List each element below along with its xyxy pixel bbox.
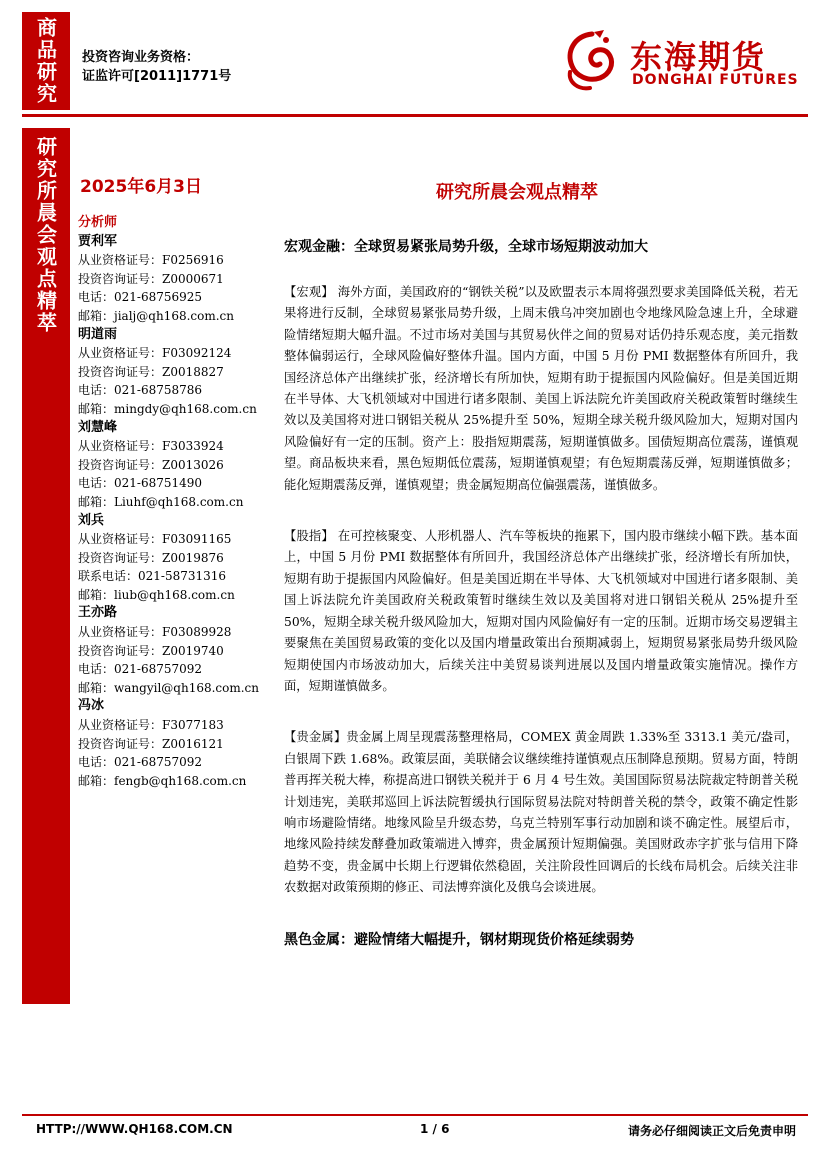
analyst-license: 从业资格证号：F3033924	[78, 439, 224, 454]
side-banner	[22, 128, 70, 1004]
footer-divider	[22, 1114, 808, 1116]
analyst-name: 刘慧峰	[78, 419, 118, 435]
precious-metals-paragraph: 【贵金属】贵金属上周呈现震荡整理格局，COMEX 黄金周跌 1.33%至 3313.1 美元/盎司，白银周下跌 1.68%。政策层面，美联储会议继续维持谨慎观点压制降息预期。贸易方面，特朗普再挥关税大棒，称提高进口钢铁关税并于 6 月 4 号生效。美国国际贸易法院裁定特朗普关税计划违宪，美联邦巡回上诉法院暂缓执行国际贸易法院对特朗普关税的禁令，政策不确定性影响市场避险情绪。地缘风险呈升级态势，乌克兰特别军事行动加剧和谈不确定性。展望后市，地缘风险持续发酵叠加政策端进入博弈，贵金属预计短期偏强。美国财政赤字扩张与信用下降趋势不变，贵金属中长期上行逻辑依然稳固，关注阶段性回调后的长线布局机会。后续关注非农数据对政策预期的修正、司法博弈演化及俄乌会谈进展。	[284, 730, 798, 895]
analyst-email[interactable]: 邮箱：liub@qh168.com.cn	[78, 587, 235, 602]
analyst-phone: 联系电话：021-58731316	[78, 569, 227, 584]
analyst-entry	[78, 512, 278, 605]
macro-paragraph: 【宏观】 海外方面，美国政府的“钢铁关税”以及欧盟表示本周将强烈要求美国降低关税，若无果将进行反制，全球贸易紧张局势升级，上周末俄乌冲突加剧也令地缘风险急速上升，全球避险情绪短期大幅升温。不过市场对美国与其贸易伙伴之间的贸易对话仍持乐观态度，美元指数整体偏弱运行，全球风险偏好整体升温。国内方面，中国 5 月份 PMI 数据整体有所回升，我国经济总体产出继续扩张，经济增长有所加快，短期有助于提振国内风险偏好。但是美国近期在半导体、大飞机领域对中国进行诸多限制、美国上诉法院允许美国政府关税政策暂时继续生效以及美国将对进口钢铝关税从 25%提升至 50%，短期全球关税升级风险加大，短期对国内风险偏好有一定的压制。资产上：股指短期震荡，短期谨慎做多。国债短期高位震荡，谨慎观望。商品板块来看，黑色短期低位震荡，短期谨慎观望；有色短期震荡反弹，短期谨慎做多；能化短期震荡反弹，谨慎观望；贵金属短期高位偏强震荡，谨慎做多。	[284, 285, 798, 492]
qualification-line-2: 证监许可[2011]1771号	[82, 69, 232, 84]
footer-website-link[interactable]: HTTP://WWW.QH168.COM.CN	[36, 1122, 233, 1136]
ferrous-section-heading: 黑色金属：避险情绪大幅提升，钢材期现货价格延续弱势	[284, 931, 634, 948]
side-banner-label: 研究所晨会观点精萃	[33, 136, 58, 334]
analyst-entry	[78, 604, 278, 697]
qualification-line-1: 投资咨询业务资格：	[82, 50, 200, 65]
analyst-license: 从业资格证号：F03092124	[78, 346, 232, 361]
dragon-logo-icon	[560, 28, 624, 94]
macro-section-heading: 宏观金融：全球贸易紧张局势升级，全球市场短期波动加大	[284, 239, 648, 255]
analyst-list	[78, 214, 278, 790]
analyst-email[interactable]: 邮箱：wangyil@qh168.com.cn	[78, 680, 260, 695]
analyst-entry	[78, 419, 278, 512]
analyst-name: 冯冰	[78, 698, 105, 714]
footer-disclaimer: 请务必仔细阅读正文后免责申明	[627, 1124, 796, 1138]
logo-chinese-name: 东海期货	[630, 38, 767, 76]
analyst-consult-license: 投资咨询证号：Z0019876	[78, 550, 224, 565]
analyst-name: 贾利军	[78, 233, 118, 249]
analyst-consult-license: 投资咨询证号：Z0018827	[78, 364, 224, 379]
analyst-entry	[78, 326, 278, 419]
analyst-consult-license: 投资咨询证号：Z0016121	[78, 736, 224, 751]
page-title: 研究所晨会观点精萃	[436, 182, 598, 203]
analyst-email[interactable]: 邮箱：Liuhf@qh168.com.cn	[78, 494, 244, 509]
stock-index-paragraph: 【股指】 在可控核聚变、人形机器人、汽车等板块的拖累下，国内股市继续小幅下跌。基本面上，中国 5 月份 PMI 数据整体有所回升，我国经济总体产出继续扩张，经济增长有所加快，短期有助于提振国内风险偏好。但是美国近期在半导体、大飞机领域对中国进行诸多限制、美国上诉法院允许美国政府关税政策暂时继续生效以及美国将对进口钢铝关税从 25%提升至 50%，短期全球关税升级风险加大，短期对国内风险偏好有一定的压制。近期市场交易逻辑主要聚焦在美国贸易政策的变化以及国内增量政策出台预期减弱上，短期贸易紧张局势升级风险短期使国内市场波动加大，后续关注中美贸易谈判进展以及国内增量政策实施情况。操作方面，短期谨慎做多。	[284, 529, 798, 693]
main-content	[284, 236, 798, 975]
analyst-name: 王亦路	[78, 605, 118, 621]
analyst-phone: 电话：021-68757092	[78, 755, 203, 770]
company-logo	[560, 26, 810, 96]
page-number: 1 / 6	[420, 1122, 450, 1136]
analyst-email[interactable]: 邮箱：jialj@qh168.com.cn	[78, 308, 234, 323]
analyst-name: 明道雨	[78, 326, 118, 342]
analyst-phone: 电话：021-68756925	[78, 290, 203, 305]
analyst-name: 刘兵	[78, 512, 105, 528]
analyst-email[interactable]: 邮箱：mingdy@qh168.com.cn	[78, 401, 257, 416]
analyst-entry	[78, 697, 278, 790]
analyst-heading: 分析师	[78, 215, 118, 230]
analyst-consult-license: 投资咨询证号：Z0000671	[78, 271, 224, 286]
analyst-phone: 电话：021-68758786	[78, 383, 203, 398]
analyst-license: 从业资格证号：F0256916	[78, 253, 224, 268]
analyst-phone: 电话：021-68751490	[78, 476, 203, 491]
analyst-entry	[78, 233, 278, 326]
analyst-license: 从业资格证号：F3077183	[78, 718, 224, 733]
analyst-phone: 电话：021-68757092	[78, 662, 203, 677]
section-tab-commodity-research	[22, 12, 70, 110]
report-date: 2025年6月3日	[80, 177, 202, 197]
logo-english-name: DONGHAI FUTURES	[632, 72, 799, 88]
analyst-email[interactable]: 邮箱：fengb@qh168.com.cn	[78, 773, 247, 788]
header-divider	[22, 114, 808, 117]
qualification-block	[82, 48, 231, 86]
analyst-license: 从业资格证号：F03089928	[78, 625, 232, 640]
analyst-consult-license: 投资咨询证号：Z0013026	[78, 457, 224, 472]
analyst-consult-license: 投资咨询证号：Z0019740	[78, 643, 224, 658]
analyst-license: 从业资格证号：F03091165	[78, 532, 232, 547]
section-tab-label: 商品研究	[33, 17, 58, 105]
